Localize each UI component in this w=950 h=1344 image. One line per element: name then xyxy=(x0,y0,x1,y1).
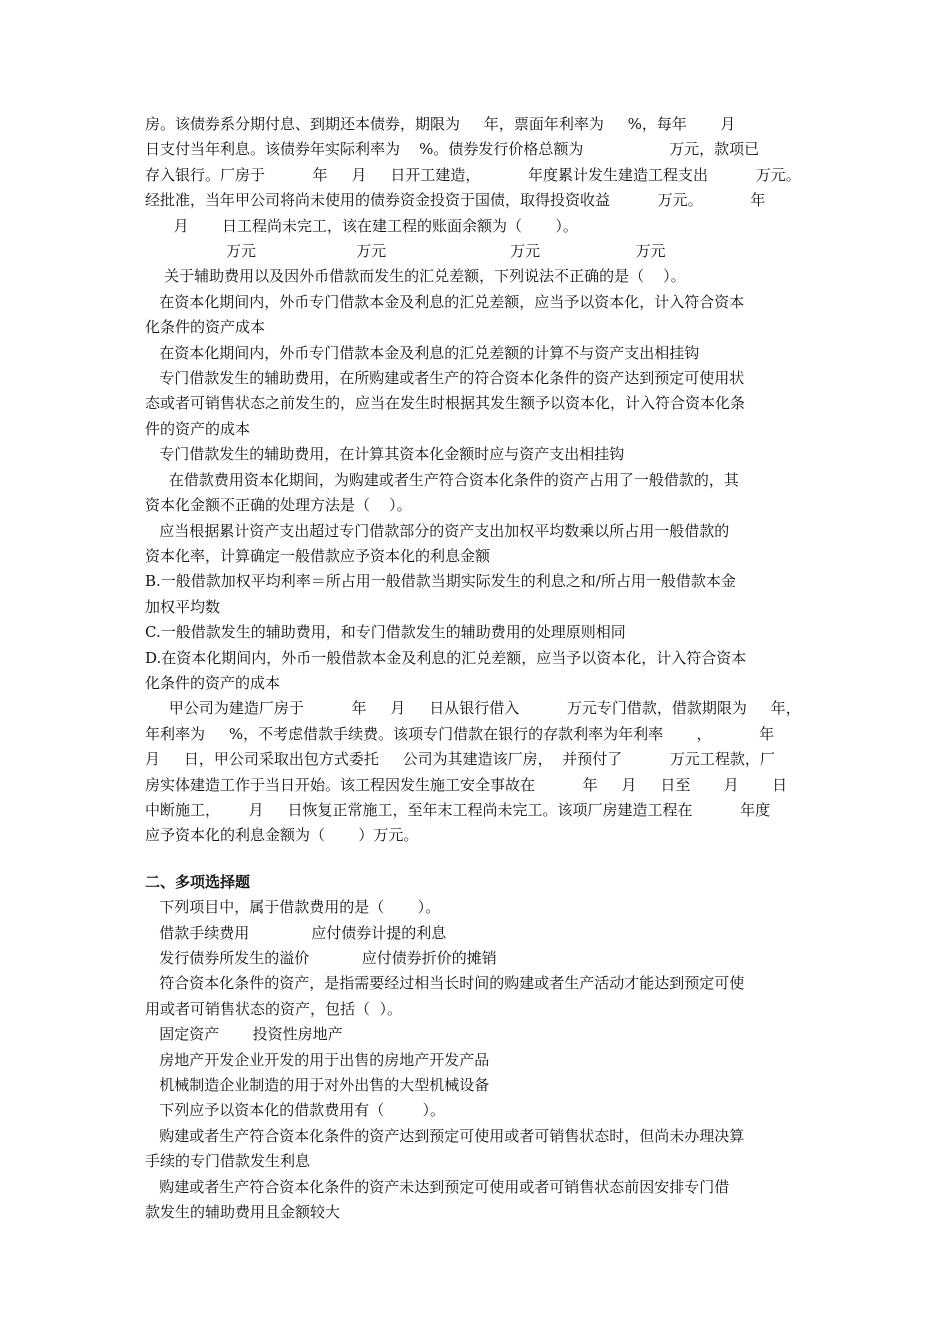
option-text: 在资本化期间内，外币专门借款本金及利息的汇兑差额，应当予以资本化，计入符合资本 xyxy=(145,292,745,311)
text-line: 中断施工， 月 日恢复正常施工，至年末工程尚未完工。该项厂房建造工程在 年度 xyxy=(145,800,771,819)
option-text: 借款手续费用 应付债券计提的利息 xyxy=(145,923,447,942)
text-line: 房实体建造工作于当日开始。该工程因发生施工安全事故在 年 月 日至 月 日 xyxy=(145,775,788,794)
option-text: 专门借款发生的辅助费用，在计算其资本化金额时应与资产支出相挂钩 xyxy=(145,445,625,464)
option-text: 件的资产的成本 xyxy=(145,419,251,438)
option-text: 机械制造企业制造的用于对外出售的大型机械设备 xyxy=(145,1076,490,1095)
question-stem: 在借款费用资本化期间，为购建或者生产符合资本化条件的资产占用了一般借款的，其 xyxy=(145,470,739,489)
option-text: 化条件的资产成本 xyxy=(145,318,266,337)
question-stem: 下列应予以资本化的借款费用有（ ）。 xyxy=(145,1101,445,1120)
option-text: 态或者可销售状态之前发生的，应当在发生时根据其发生额予以资本化，计入符合资本化条 xyxy=(145,394,746,413)
question-stem: 甲公司为建造厂房于 年 月 日从银行借入 万元专门借款，借款期限为 年， xyxy=(145,699,801,718)
option-text: 资本化率，计算确定一般借款应予资本化的利息金额 xyxy=(145,546,491,565)
answer-options-line: 万元 万元 万元 万元 xyxy=(145,242,666,261)
text-line: 房。该债券系分期付息、到期还本债券，期限为 年，票面年利率为 %，每年 月 xyxy=(145,115,736,133)
option-text: 房地产开发企业开发的用于出售的房地产开发产品 xyxy=(145,1050,490,1069)
option-text: 手续的专门借款发生利息 xyxy=(145,1152,311,1171)
option-text: 固定资产 投资性房地产 xyxy=(145,1025,343,1044)
option-b: B.一般借款加权平均利率＝所占用一般借款当期实际发生的利息之和/所占用一般借款本金 xyxy=(145,572,736,591)
option-text: 款发生的辅助费用且金额较大 xyxy=(145,1203,341,1222)
text-line: 存入银行。厂房于 年 月 日开工建造， 年度累计发生建造工程支出 万元。 xyxy=(145,165,801,184)
question-block-multiple-choice xyxy=(145,895,810,1225)
option-text: 发行债券所发生的溢价 应付债券折价的摊销 xyxy=(145,949,497,967)
option-d: D.在资本化期间内，外币一般借款本金及利息的汇兑差额，应当予以资本化，计入符合资本 xyxy=(145,648,747,667)
question-block-single-choice xyxy=(145,112,810,849)
text-line: 应予资本化的利息金额为（ ）万元。 xyxy=(145,826,419,845)
option-text: 购建或者生产符合资本化条件的资产达到预定可使用或者可销售状态时，但尚未办理决算 xyxy=(145,1126,745,1145)
text-line: 月 日工程尚未完工，该在建工程的账面余额为（ ）。 xyxy=(145,216,578,235)
option-c: C.一般借款发生的辅助费用，和专门借款发生的辅助费用的处理原则相同 xyxy=(145,623,626,642)
document-page xyxy=(145,112,810,1225)
option-text: 购建或者生产符合资本化条件的资产未达到预定可使用或者可销售状态前因安排专门借 xyxy=(145,1177,730,1196)
question-stem: 资本化金额不正确的处理方法是（ ）。 xyxy=(145,496,412,515)
question-stem: 关于辅助费用以及因外币借款而发生的汇兑差额，下列说法不正确的是（ ）。 xyxy=(145,267,686,286)
option-text: 化条件的资产的成本 xyxy=(145,673,281,692)
option-text: 加权平均数 xyxy=(145,597,221,616)
option-text: 应当根据累计资产支出超过专门借款部分的资产支出加权平均数乘以所占用一般借款的 xyxy=(145,521,730,540)
text-line: 年利率为 %，不考虑借款手续费。该项专门借款在银行的存款利率为年利率 ， 年 xyxy=(145,724,775,743)
question-stem: 符合资本化条件的资产，是指需要经过相当长时间的购建或者生产活动才能达到预定可使 xyxy=(145,974,745,993)
question-stem: 下列项目中，属于借款费用的是（ ）。 xyxy=(145,898,441,917)
option-text: 在资本化期间内，外币专门借款本金及利息的汇兑差额的计算不与资产支出相挂钩 xyxy=(145,343,700,362)
section-heading: 二、多项选择题 xyxy=(145,872,251,891)
text-line: 经批准，当年甲公司将尚未使用的债券资金投资于国债，取得投资收益 万元。 年 xyxy=(145,191,766,210)
question-stem: 用或者可销售状态的资产，包括（ ）。 xyxy=(145,999,403,1018)
text-line: 日支付当年利息。该债券年实际利率为 %。债券发行价格总额为 万元，款项已 xyxy=(145,140,760,159)
text-line: 月 日，甲公司采取出包方式委托 公司为其建造该厂房， 并预付了 万元工程款，厂 xyxy=(145,750,775,769)
option-text: 专门借款发生的辅助费用，在所购建或者生产的符合资本化条件的资产达到预定可使用状 xyxy=(145,369,745,388)
